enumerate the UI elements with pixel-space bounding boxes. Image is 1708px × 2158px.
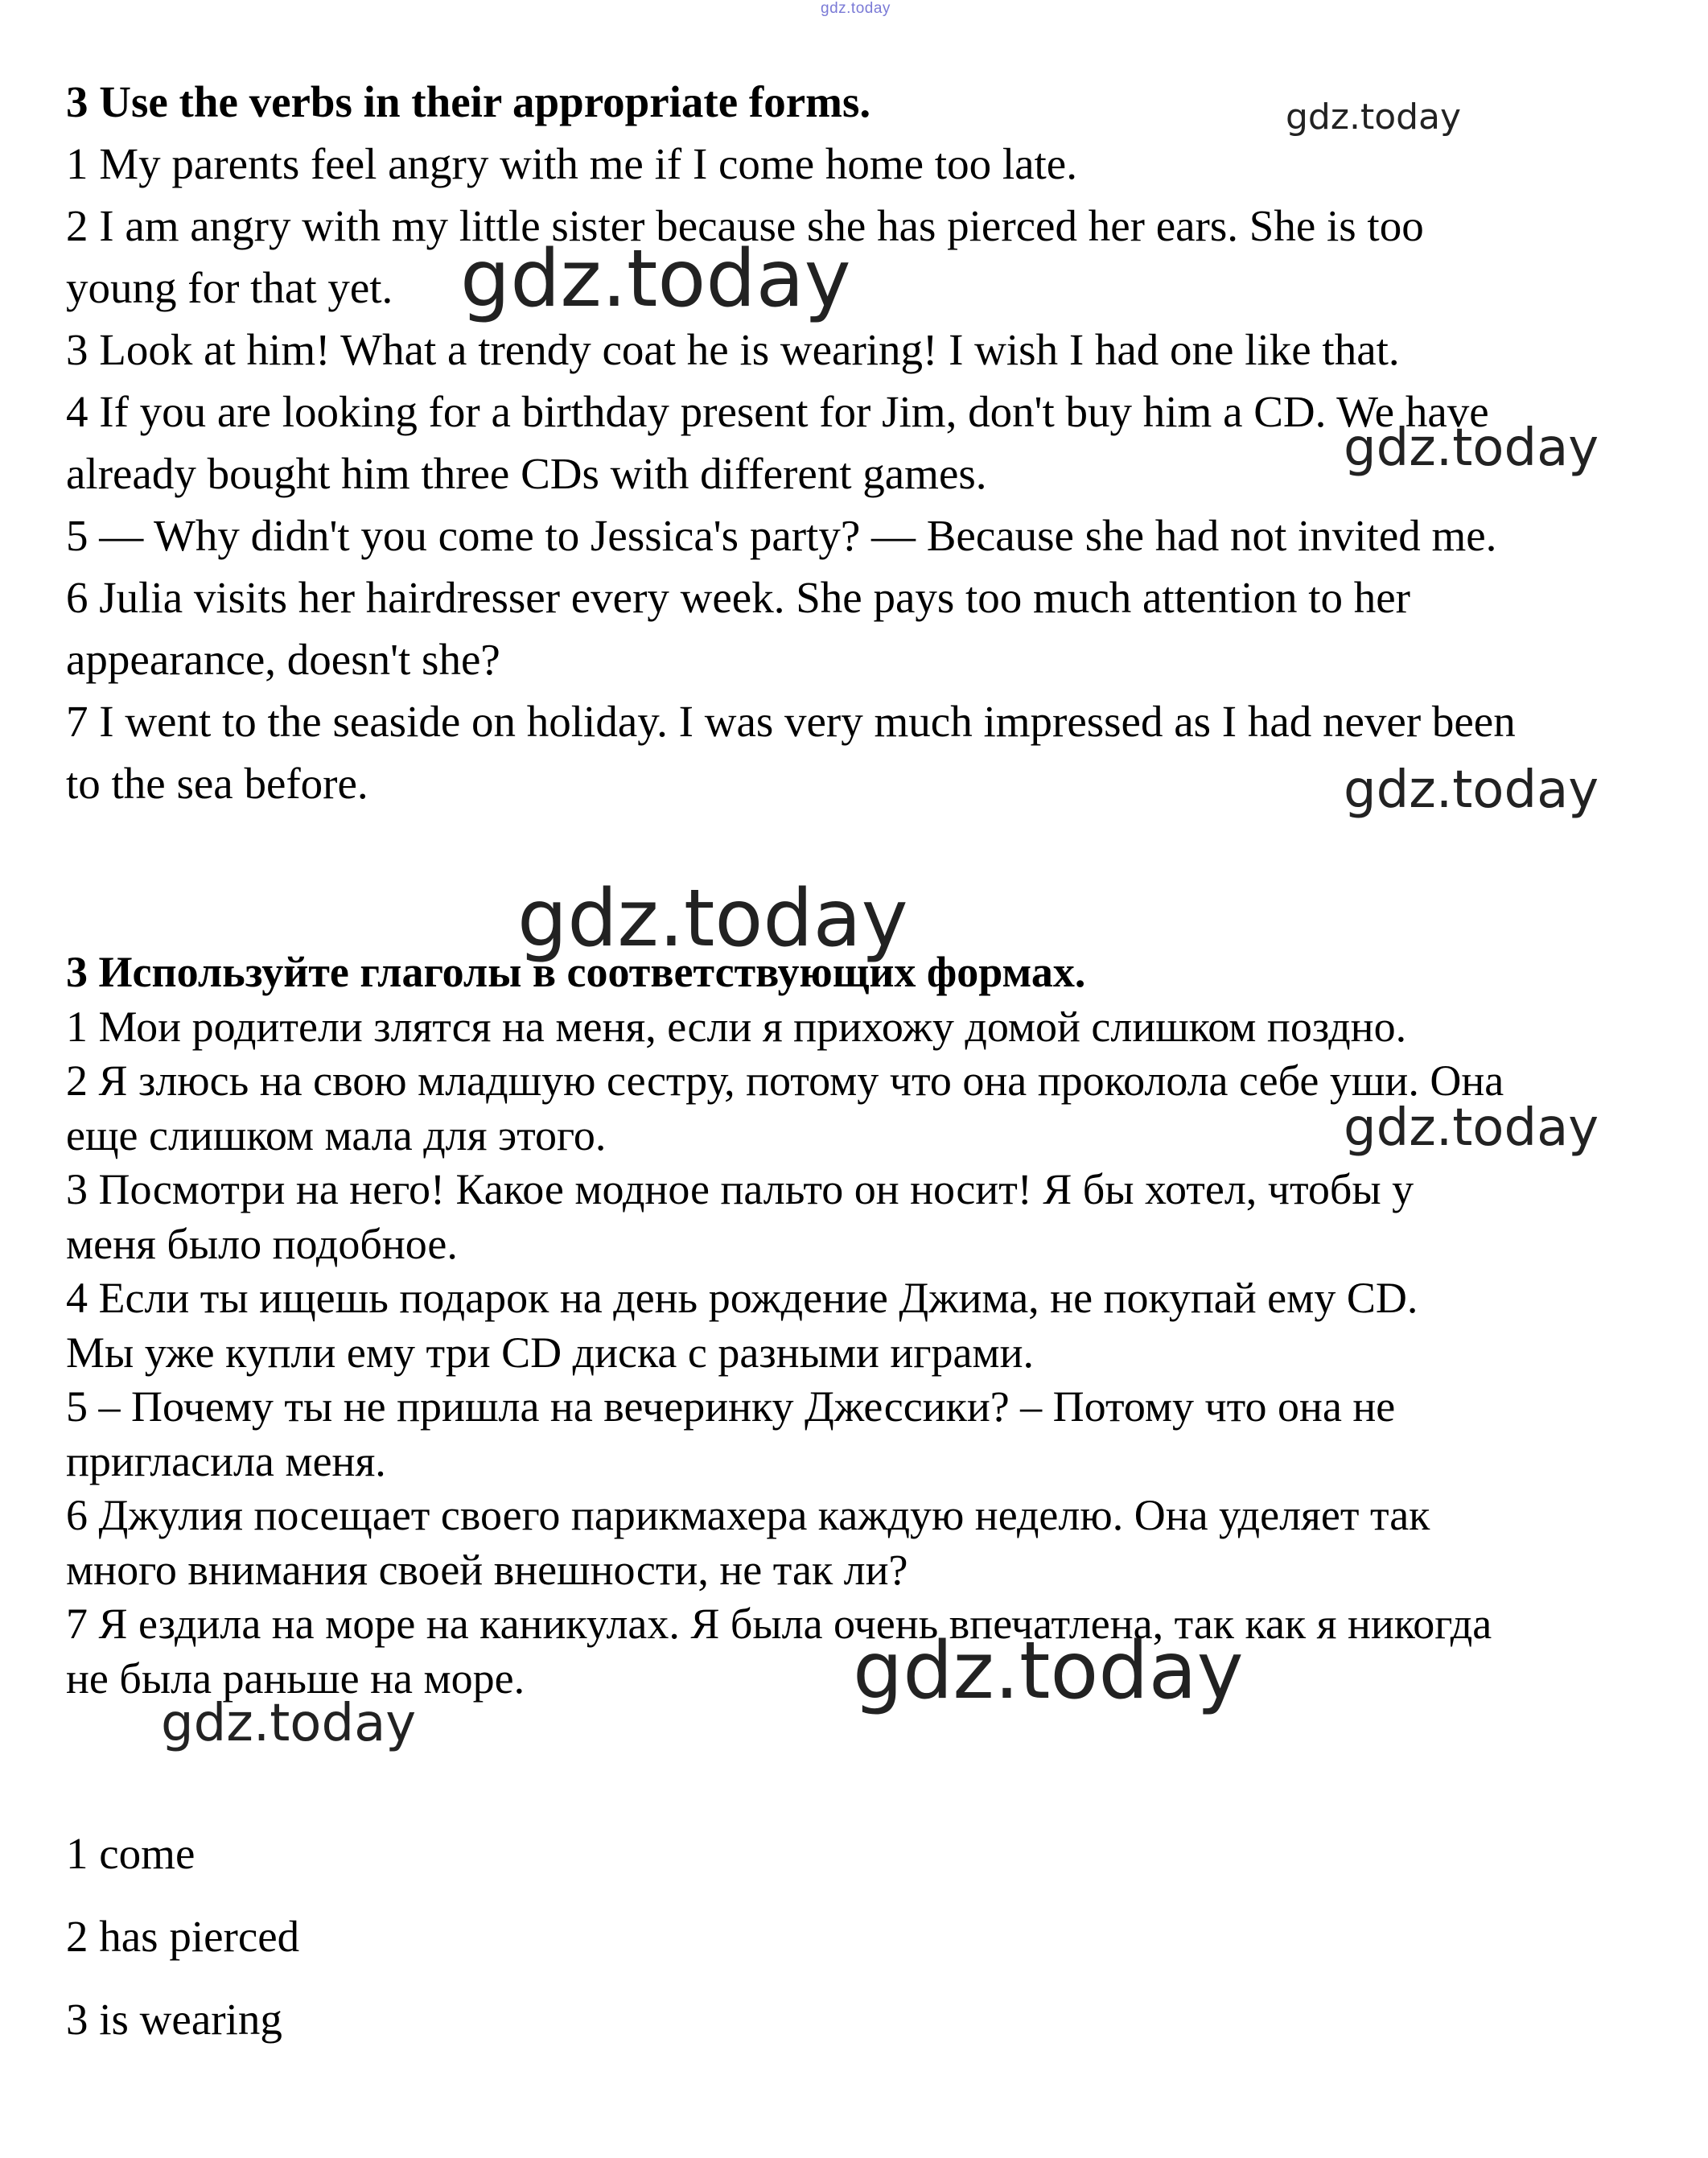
russian-line: 6 Джулия посещает своего парикмахера каждую неделю. Она уделяет так — [66, 1491, 1430, 1539]
watermark: gdz.today — [1344, 760, 1599, 820]
watermark: gdz.today — [460, 233, 851, 325]
english-line: 3 Look at him! What a trendy coat he is wearing! I wish I had one like that. — [66, 325, 1400, 374]
russian-line: меня было подобное. — [66, 1219, 458, 1268]
russian-line: 3 Посмотри на него! Какое модное пальто он носит! Я бы хотел, чтобы у — [66, 1165, 1414, 1213]
russian-line: не была раньше на море. — [66, 1654, 525, 1703]
english-heading: 3 Use the verbs in their appropriate forms. — [66, 77, 871, 126]
russian-line: 1 Мои родители злятся на меня, если я прихожу домой слишком поздно. — [66, 1002, 1407, 1051]
english-line: 5 — Why didn't you come to Jessica's party? — Because she had not invited me. — [66, 511, 1497, 560]
english-line: 4 If you are looking for a birthday present for Jim, don't buy him a CD. We have — [66, 387, 1489, 436]
russian-heading: 3 Используйте глаголы в соответствующих формах. — [66, 948, 1086, 996]
english-line: 2 I am angry with my little sister because she has pierced her ears. She is too — [66, 201, 1424, 250]
watermark: gdz.today — [517, 873, 908, 965]
russian-line: 2 Я злюсь на свою младшую сестру, потому что она проколола себе уши. Она — [66, 1056, 1504, 1105]
top-watermark: gdz.today — [821, 0, 891, 17]
english-line: 6 Julia visits her hairdresser every week. She pays too much attention to her — [66, 573, 1410, 622]
english-line: appearance, doesn't she? — [66, 635, 500, 684]
watermark: gdz.today — [1344, 1098, 1599, 1158]
answer-item: 3 is wearing — [66, 1995, 282, 2044]
watermark: gdz.today — [161, 1694, 417, 1753]
russian-translation — [66, 945, 1675, 1706]
english-line: young for that yet. — [66, 263, 393, 312]
russian-line: пригласила меня. — [66, 1436, 386, 1485]
answer-item: 1 come — [66, 1829, 195, 1878]
answer-item: 2 has pierced — [66, 1912, 300, 1961]
english-line: already bought him three CDs with different games. — [66, 449, 987, 498]
english-line: 7 I went to the seaside on holiday. I was very much impressed as I had never been — [66, 697, 1516, 746]
russian-line: 7 Я ездила на море на каникулах. Я была очень впечатлена, так как я никогда — [66, 1600, 1492, 1648]
watermark: gdz.today — [1344, 418, 1599, 478]
english-line: 1 My parents feel angry with me if I come home too late. — [66, 139, 1077, 188]
russian-line: Мы уже купли ему три CD диска с разными играми. — [66, 1328, 1035, 1377]
answer-list — [66, 1812, 299, 2061]
russian-line: много внимания своей внешности, не так ли? — [66, 1545, 908, 1594]
russian-line: еще слишком мала для этого. — [66, 1110, 607, 1159]
english-line: to the sea before. — [66, 759, 368, 808]
watermark: gdz.today — [853, 1625, 1244, 1717]
watermark: gdz.today — [1286, 97, 1462, 138]
russian-line: 4 Если ты ищешь подарок на день рождение Джима, не покупай ему CD. — [66, 1274, 1418, 1322]
russian-line: 5 – Почему ты не пришла на вечеринку Джессики? – Потому что она не — [66, 1382, 1396, 1431]
